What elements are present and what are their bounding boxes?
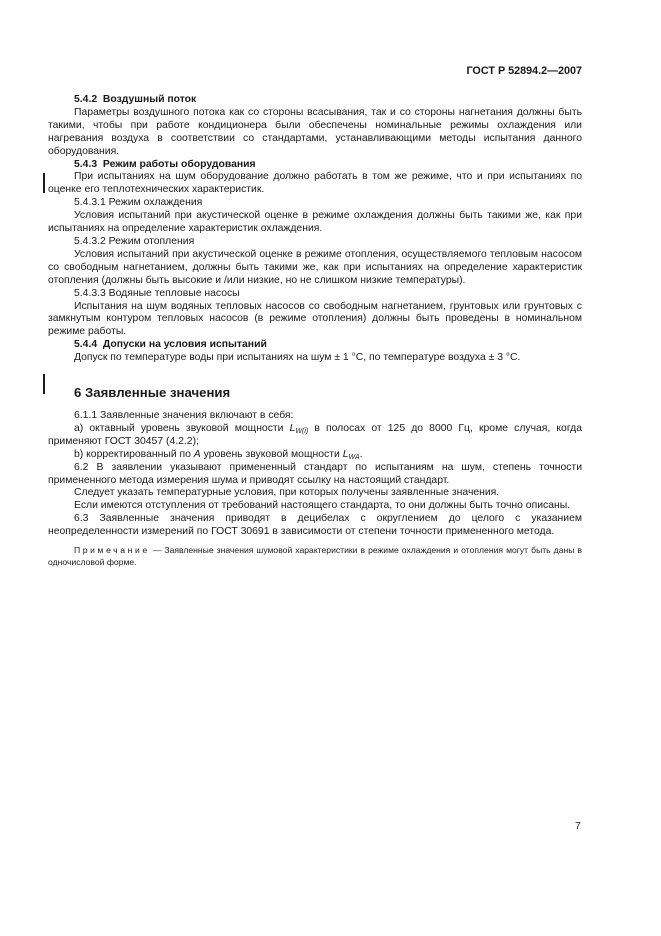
document-header: ГОСТ Р 52894.2—2007: [466, 65, 582, 77]
symbol-A: A: [193, 448, 201, 460]
clause-5-4-3-3-heading: 5.4.3.3 Водяные тепловые насосы: [74, 287, 240, 299]
clause-number: 5.4.4: [74, 339, 98, 351]
clause-number: 5.4.2: [74, 94, 98, 105]
clause-5-4-3-heading: [48, 159, 582, 172]
clause-5-4-3-2-heading: 5.4.3.2 Режим отопления: [74, 235, 195, 247]
clause-5-4-2-heading: [48, 94, 582, 107]
section-6-title: 6 Заявленные значения: [74, 385, 231, 401]
note-label: Примечание: [74, 545, 150, 556]
symbol-subscript: W(i): [295, 427, 309, 435]
clause-5-4-4-heading: [48, 339, 582, 352]
clause-6-2-deviations: Если имеются отступления от требований настоящего стандарта, то они должны быть точно описаны.: [74, 500, 571, 512]
clause-6-2-conditions: Следует указать температурные условия, при которых получены заявленные значения.: [74, 487, 500, 499]
symbol-subscript: WA: [348, 453, 360, 461]
clause-5-4-3-1-heading: 5.4.3.1 Режим охлаждения: [74, 197, 203, 209]
item-b: b) корректированный по A уровень звуковой мощности $L_{WA}$.: [74, 448, 363, 461]
clause-5-4-2-text: Параметры воздушного потока как со стороны всасывания, так и со стороны нагнетания должны быть такими, чтобы при работе кондиционера были обеспечены номинальные режимы охлаждения или нагревания воздуха в соответствии со стандартами, устанавливающими методы испытания данного оборудования.: [48, 106, 582, 157]
symbol-L: L: [289, 422, 296, 434]
clause-5-4-3-text: При испытаниях на шум оборудование должно работать в том же режиме, что и при испытаниях по оценке его теплотехнических характеристик.: [48, 171, 582, 196]
revision-bar-5-4-3: [43, 173, 45, 193]
clause-6-1-1: 6.1.1 Заявленные значения включают в себя:: [74, 410, 294, 422]
clause-5-4-4-text: Допуск по температуре воды при испытаниях на шум ± 1 °С, по температуре воздуха ± 3 °С.: [74, 352, 521, 364]
note: [48, 545, 582, 568]
symbol-L: L: [342, 448, 349, 460]
clause-title: Режим работы оборудования: [102, 158, 256, 170]
clause-6-3: 6.3 Заявленные значения приводят в децибелах с округлением до целого с указанием неопределенности измерений по ГОСТ 30691 в зависимости от степени точности примененного метода.: [48, 513, 582, 538]
revision-bar-section-6: [43, 374, 45, 394]
clause-5-4-3-1-text: Условия испытаний при акустической оценке в режиме охлаждения должны быть такими же, как при испытаниях на определение характеристик охлаждения.: [48, 210, 582, 235]
clause-5-4-3-2-text: Условия испытаний при акустической оценке в режиме отопления, осуществляемого тепловым насосом со свободным нагнетанием, должны быть такими же, как при испытаниях на определение характеристик отопления (должны быть высокие и /или низкие, но не слишком низкие температуры).: [48, 248, 582, 286]
clause-number: 5.4.3: [74, 158, 98, 170]
clause-title: Воздушный поток: [102, 94, 197, 105]
page-number: 7: [575, 821, 581, 832]
document-body: [48, 94, 582, 568]
item-a: a) октавный уровень звуковой мощности $L_{W(i)}$ в полосах от 125 до 8000 Гц, кроме случая, когда применяют ГОСТ 30457 (4.2.2);: [48, 422, 582, 447]
clause-title: Допуски на условия испытаний: [102, 339, 267, 351]
clause-6-2: 6.2 В заявлении указывают примененный стандарт по испытаниям на шум, степень точности примененного метода измерения шума и приводят ссылку на настоящий стандарт.: [48, 461, 582, 486]
note-text: — Заявленные значения шумовой характеристики в режиме охлаждения и отопления могут быть даны в одночисловой форме.: [48, 545, 582, 567]
clause-5-4-3-3-text: Испытания на шум водяных тепловых насосов со свободным нагнетанием, грунтовых или грунтовых с замкнутым контуром тепловых насосов (в режиме отопления) должны быть проведены в номинальном режиме работы.: [48, 300, 582, 338]
